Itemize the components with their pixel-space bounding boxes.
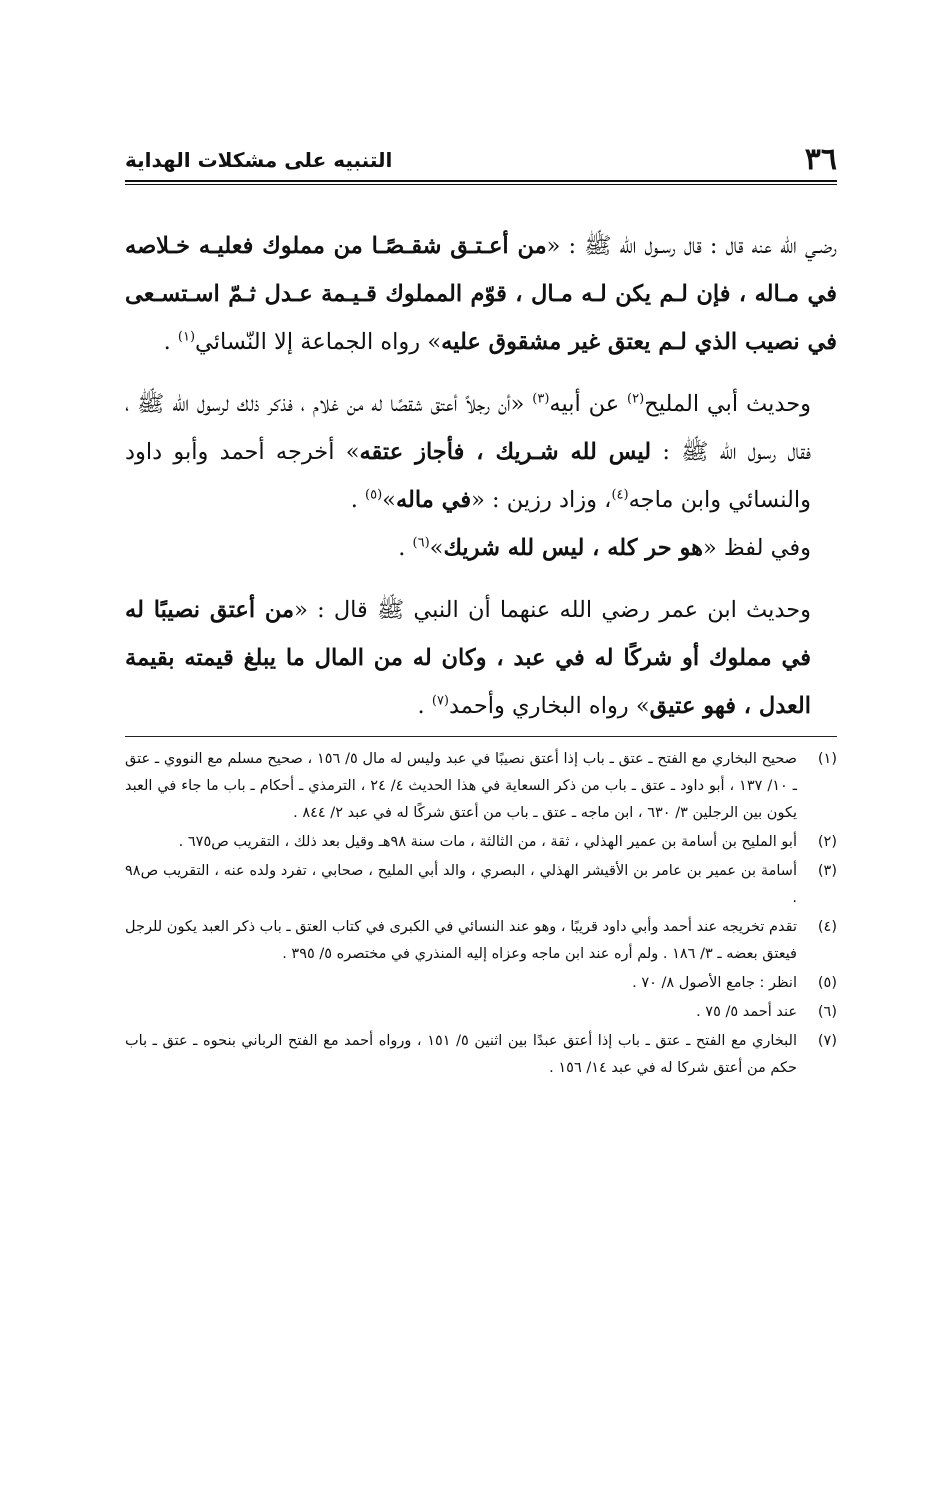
p2-text-b: عن أبيه xyxy=(549,391,628,417)
footnote-ref-6: (٦) xyxy=(412,535,430,551)
footnote-number: (٤) xyxy=(817,919,837,935)
footnote-number: (٧) xyxy=(817,1033,837,1049)
footnote-ref-2: (٢) xyxy=(627,391,645,407)
p2-text-h: » xyxy=(382,487,396,513)
p2-addition: في ماله xyxy=(395,487,472,513)
footnote-text: أبو المليح بن أسامة بن عمير الهذلي ، ثقة ، من الثالثة ، مات سنة ٩٨هـ وقيل بعد ذلك ، التقريب ص٦٧٥ . xyxy=(178,834,797,850)
header-rule-thick xyxy=(125,180,837,182)
p4-hadith-quote: من أعتق نصيبًا له في مملوك أو شركًا له في عبد ، وكان له من المال ما يبلغ قيمته بقيمة العدل ، فهو عتيق xyxy=(125,597,812,719)
footnote-6 xyxy=(125,999,837,1026)
p3-text-c: » xyxy=(429,535,444,561)
p3-text-d: . xyxy=(398,535,413,561)
footnote-ref-1: (١) xyxy=(177,329,196,345)
p2-text-c: «أن رجلاً أعتق شقصًا له من غلام ، فذكر ذلك لرسول الله ﷺ ، فقال رسول الله ﷺ : xyxy=(125,391,811,465)
footnote-text: صحيح البخاري مع الفتح ـ عتق ـ باب إذا أعتق نصيبًا في عبد وليس له مال ٥/ ١٥٦ ، صحيح مسلم مع النووي ـ عتق ـ ١٠/ ١٣٧ ، أبو داود ـ عتق ـ باب من ذكر السعاية في هذا الحديث ٤/ ٢٤ ، الترمذي ـ أحكام ـ باب ما جاء في العبد يكون بين الرجلين ٣/ ٦٣٠ ، ابن ماجه ـ عتق ـ باب من أعتق شركًا له في عبد ٢/ ٨٤٤ . xyxy=(125,751,797,821)
footnote-1 xyxy=(125,746,837,827)
footnote-ref-5: (٥) xyxy=(365,487,383,503)
p1-text-c: » رواه الجماعة إلا النّسائي xyxy=(195,329,442,355)
footnote-2 xyxy=(125,829,837,856)
footnote-5 xyxy=(125,970,837,997)
p3-hadith-quote: هو حر كله ، ليس لله شريك xyxy=(443,535,703,561)
p2-text-i: . xyxy=(350,487,366,513)
footnote-text: انظر : جامع الأصول ٨/ ٧٠ . xyxy=(632,975,797,991)
running-title: التنبيه على مشكلات الهداية xyxy=(125,148,393,172)
p2-hadith-quote: ليس لله شـريك ، فأجاز عتقه xyxy=(359,439,652,465)
footnote-number: (١) xyxy=(817,751,837,767)
paragraph-2 xyxy=(125,380,837,524)
p1-text-d: . xyxy=(163,329,178,355)
footnotes xyxy=(125,746,837,1084)
footnote-3 xyxy=(125,858,837,912)
footnote-4 xyxy=(125,914,837,968)
footnote-ref-4: (٤) xyxy=(611,487,629,503)
page-header xyxy=(125,136,837,176)
paragraph-1 xyxy=(125,222,837,366)
paragraph-3 xyxy=(125,524,837,572)
footnote-text: عند أحمد ٥/ ٧٥ . xyxy=(696,1004,797,1020)
footnote-ref-7: (٧) xyxy=(431,693,449,709)
p3-text-a: وفي لفظ « xyxy=(702,535,811,561)
footnote-number: (٢) xyxy=(817,834,837,850)
footnote-number: (٦) xyxy=(817,1004,837,1020)
footnote-text: البخاري مع الفتح ـ عتق ـ باب إذا أعتق عبدًا بين اثنين ٥/ ١٥١ ، ورواه أحمد مع الفتح الرباني بنحوه ـ عتق ـ باب حكم من أعتق شركا له في عبد ١٤/ ١٥٦ . xyxy=(125,1033,797,1076)
footnote-number: (٥) xyxy=(817,975,837,991)
footnote-text: تقدم تخريجه عند أحمد وأبي داود قريبًا ، وهو عند النسائي في الكبرى في كتاب العتق ـ باب ذكر العبد يكون للرجل فيعتق بعضه ـ ٣/ ١٨٦ . ولم أره عند ابن ماجه وعزاه إليه المنذري في مختصره ٥/ ٣٩٥ . xyxy=(125,919,797,962)
footnote-text: أسامة بن عمير بن عامر بن الأقيشر الهذلي ، البصري ، والد أبي المليح ، صحابي ، تفرد ولده عنه ، التقريب ص٩٨ . xyxy=(125,863,797,906)
p1-text-a: رضـي الله عنه قال : قال رسـول الله ﷺ : « xyxy=(546,233,837,259)
footnote-separator xyxy=(125,736,837,737)
header-rule-thin xyxy=(125,184,837,185)
page-number: ٣٦ xyxy=(804,142,837,177)
main-text xyxy=(125,222,837,730)
p4-text-a: وحديث ابن عمر رضي الله عنهما أن النبي ﷺ قال : « xyxy=(294,597,812,623)
p2-text-e: » أخرجه أحمد وأبو داود والنسائي وابن ماجه xyxy=(125,439,811,513)
p1-hadith-quote: من أعـتـق شقـصًـا من مملوك فعليـه خـلاصه في مـاله ، فإن لـم يكن لـه مـال ، قوّم المملوك قـيـمة عـدل ثـمّ اسـتسـعى في نصيب الذي لـم يعتق غير مشقوق عليه xyxy=(125,233,837,355)
footnote-number: (٣) xyxy=(817,863,837,879)
p4-text-c: » رواه البخاري وأحمد xyxy=(449,693,650,719)
p4-text-d: . xyxy=(417,693,432,719)
footnote-ref-3: (٣) xyxy=(532,391,550,407)
p2-text-a: وحديث أبي المليح xyxy=(644,391,811,417)
paragraph-4 xyxy=(125,586,837,730)
footnote-7 xyxy=(125,1028,837,1082)
p2-text-f: ، وزاد رزين : « xyxy=(471,487,612,513)
